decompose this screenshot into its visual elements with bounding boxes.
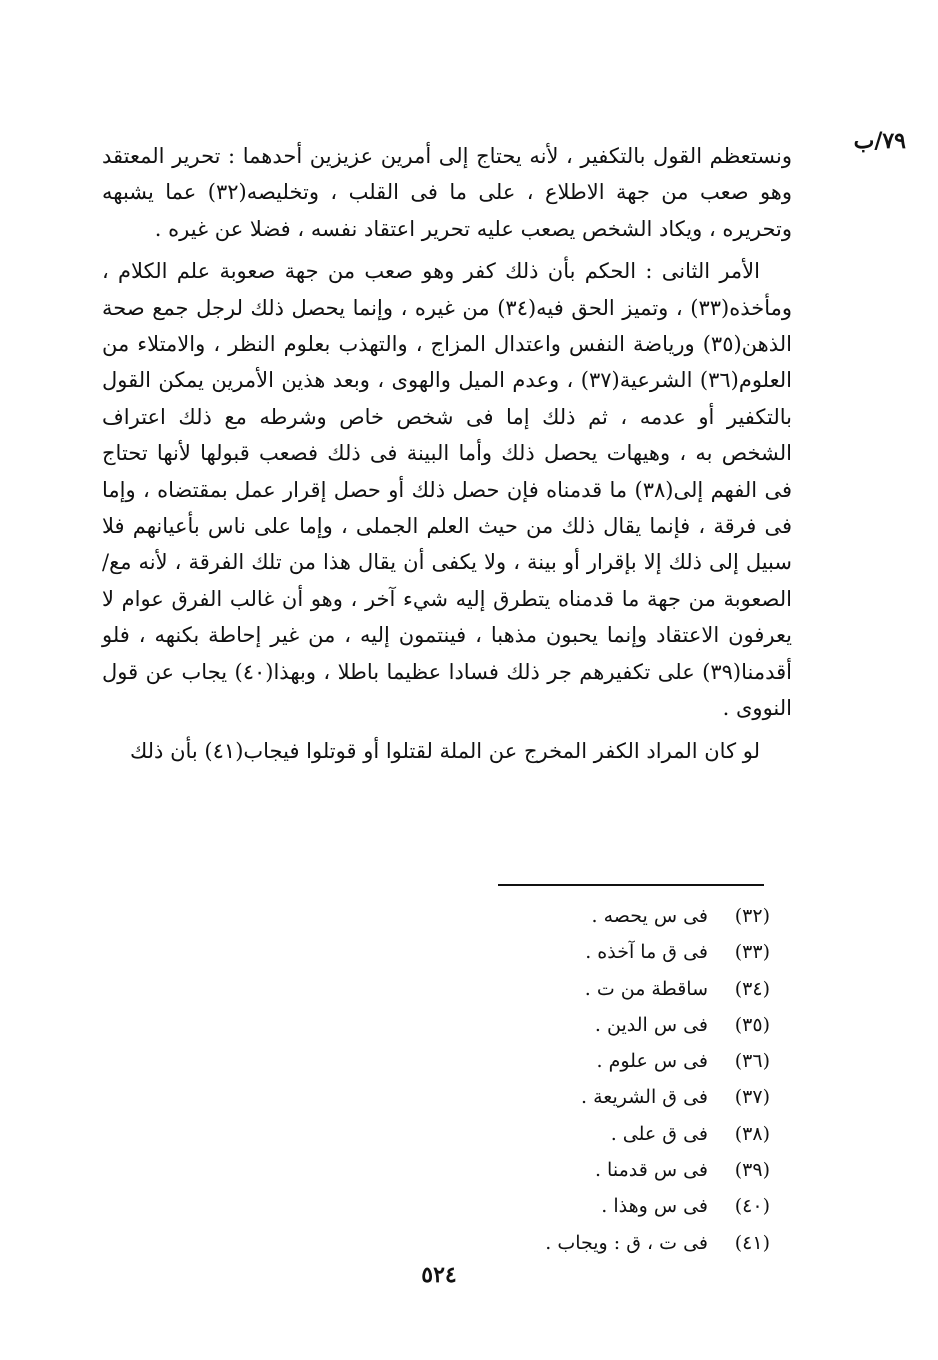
footnote-text: فى ق الشريعة .	[581, 1086, 708, 1109]
footnote-text: فى ق على .	[610, 1122, 708, 1145]
footnote-number: (٣٨)	[734, 1122, 770, 1145]
footnotes	[470, 898, 770, 1261]
footnote-item	[470, 971, 770, 1007]
footnote-text: فى س وهذا .	[601, 1195, 708, 1218]
footnote-text: ساقطة من ت .	[584, 977, 708, 1000]
footnote-item	[470, 1043, 770, 1079]
paragraph: الأمر الثانى : الحكم بأن ذلك كفر وهو صعب من جهة صعوبة علم الكلام ، ومأخذه(٣٣) ، وتميز الحق فيه(٣٤) من غيره ، وإنما يحصل ذلك لرجل جمع صحة الذهن(٣٥) ورياضة النفس واعتدال المزاج ، والتهذب بعلوم النظر ، والامتلاء من العلوم(٣٦) الشرعية(٣٧) ، وعدم الميل والهوى ، وبعد هذين الأمرين يمكن القول بالتكفير أو عدمه ، ثم ذلك إما فى شخص خاص وشرطه مع ذلك اعتراف الشخص به ، وهيهات يحصل ذلك وأما البينة فى ذلك فصعب قبولها لأنها تحتاج فى الفهم إلى(٣٨) ما قدمناه فإن حصل ذلك أو حصل إقرار عمل بمقتضاه ، وإما فى فرقة ، فإنما يقال ذلك من حيث العلم الجملى ، وإما على ناس بأعيانهم فلا سبيل إلى ذلك إلا بإقرار أو بينة ، ولا يكفى أن يقال هذا من تلك الفرقة ، لأنه مع/ الصعوبة من جهة ما قدمناه يتطرق إليه شيء آخر ، وهو أن غالب الفرق عوام لا يعرفون الاعتقاد وإنما يحبون مذهبا ، فينتمون إليه ، من غير إحاطة بكنهه ، فلو أقدمنا(٣٩) على تكفيرهم جر ذلك فسادا عظيما باطلا ، وبهذا(٤٠) يجاب عن قول النووى .	[102, 259, 792, 721]
footnote-number: (٣٢)	[734, 905, 770, 927]
footnote-item	[470, 898, 770, 934]
footnote-text: فى س الدين .	[594, 1013, 708, 1036]
footnote-item	[470, 1225, 770, 1261]
footnote-number: (٣٣)	[734, 941, 770, 964]
footnote-item	[470, 1079, 770, 1115]
footnote-text: فى س علوم .	[596, 1050, 708, 1073]
footnote-item	[470, 1152, 770, 1188]
footnote-number: (٣٦)	[734, 1050, 770, 1073]
footnote-number: (٣٩)	[734, 1159, 770, 1182]
margin-folio-reference: ٧٩/ب	[853, 128, 906, 154]
page-number: ٥٢٤	[421, 1262, 457, 1288]
footnote-number: (٣٧)	[734, 1086, 770, 1109]
footnote-item	[470, 1116, 770, 1152]
footnote-number: (٣٤)	[734, 977, 770, 1000]
footnote-number: (٣٥)	[734, 1013, 770, 1036]
footnote-item	[470, 934, 770, 970]
paragraph: ونستعظم القول بالتكفير ، لأنه يحتاج إلى أمرين عزيزين أحدهما : تحرير المعتقد وهو صعب من جهة الاطلاع ، على ما فى القلب ، وتخليصه(٣٢) عما يشبهه وتحريره ، ويكاد الشخص يصعب عليه تحرير اعتقاد نفسه ، فضلا عن غيره .	[102, 144, 793, 241]
footnote-number: (٤١)	[734, 1231, 770, 1254]
footnote-text: فى س قدمنا .	[594, 1159, 708, 1182]
paragraph: لو كان المراد الكفر المخرج عن الملة لقتلوا أو قوتلوا فيجاب(٤١) بأن ذلك	[129, 738, 760, 763]
footnote-item	[470, 1007, 770, 1043]
footnote-text: فى ت ، ق : ويجاب .	[545, 1231, 708, 1254]
footnote-text: فى س يحصه .	[591, 905, 708, 927]
footnote-number: (٤٠)	[734, 1195, 770, 1218]
footnote-separator	[498, 884, 764, 886]
footnote-item	[470, 1188, 770, 1224]
main-text	[102, 138, 792, 769]
footnote-text: فى ق ما آخذه .	[585, 941, 708, 964]
